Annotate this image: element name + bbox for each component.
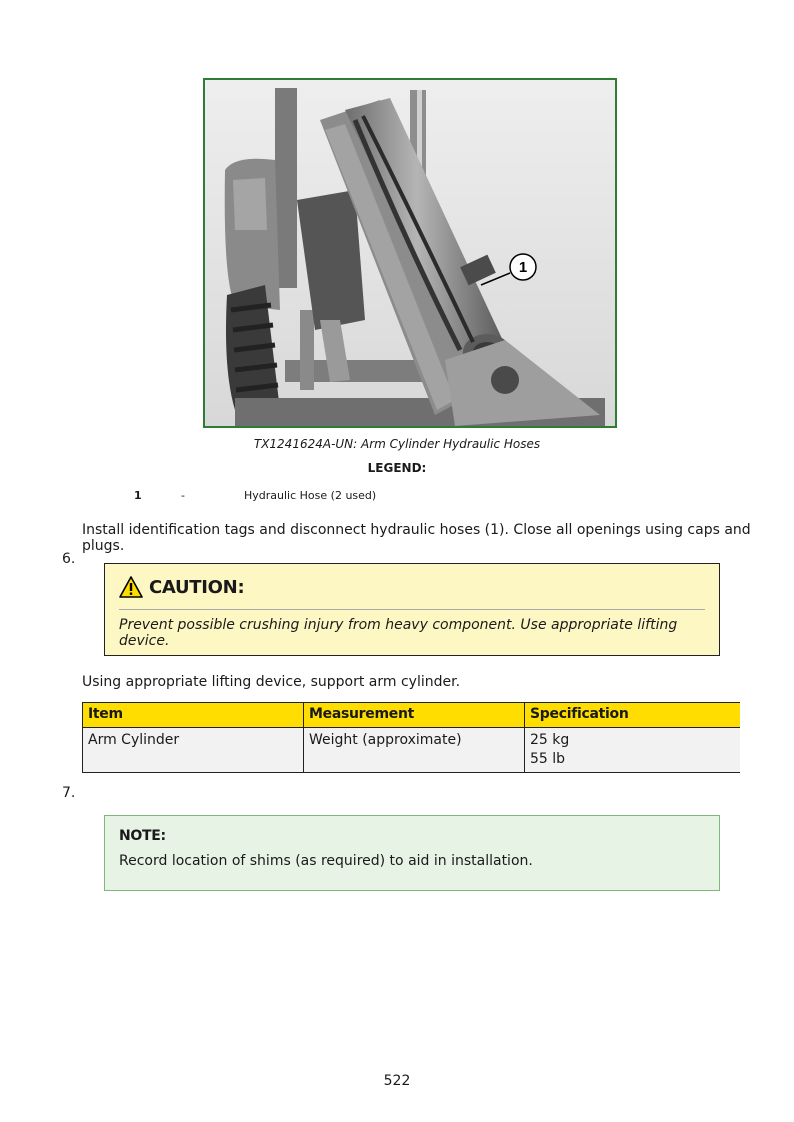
step-number-6: 6.: [62, 551, 76, 567]
caution-divider: [119, 609, 705, 610]
table-row: [83, 728, 741, 773]
page-number: 522: [383, 1073, 411, 1089]
spec-metric: 25 kg: [530, 732, 570, 748]
spec-table: [82, 702, 740, 773]
cell-specification: [525, 728, 741, 773]
cell-item: Arm Cylinder: [83, 728, 304, 773]
legend-item-description: Hydraulic Hose (2 used): [244, 489, 377, 502]
column-header-specification: Specification: [525, 703, 741, 728]
caution-title: CAUTION:: [149, 576, 245, 598]
note-title: NOTE:: [119, 828, 166, 844]
excavator-arm-photo: [205, 80, 615, 426]
legend-item-dash: -: [181, 489, 185, 502]
column-header-measurement: Measurement: [304, 703, 525, 728]
instruction-disconnect-hoses: Install identification tags and disconnect hydraulic hoses (1). Close all openings using caps and plugs.: [82, 522, 751, 554]
cell-measurement: Weight (approximate): [304, 728, 525, 773]
legend-title: LEGEND:: [367, 461, 427, 475]
spec-imperial: 55 lb: [530, 751, 566, 767]
figure-caption: TX1241624A-UN: Arm Cylinder Hydraulic Hoses: [253, 437, 541, 451]
step-number-7: 7.: [62, 785, 76, 801]
note-box: [104, 815, 720, 891]
instruction-support-cylinder: Using appropriate lifting device, support arm cylinder.: [82, 674, 461, 690]
legend-item-number: 1: [134, 489, 142, 502]
note-text: Record location of shims (as required) to aid in installation.: [119, 853, 533, 869]
callout-label: 1: [518, 259, 528, 276]
caution-box: [104, 563, 720, 656]
table-header-row: [83, 703, 741, 728]
figure-arm-cylinder-hoses: [203, 78, 617, 428]
warning-triangle-icon: [119, 576, 143, 598]
column-header-item: Item: [83, 703, 304, 728]
caution-header: [119, 576, 244, 598]
caution-text: Prevent possible crushing injury from heavy component. Use appropriate lifting device.: [119, 617, 678, 649]
